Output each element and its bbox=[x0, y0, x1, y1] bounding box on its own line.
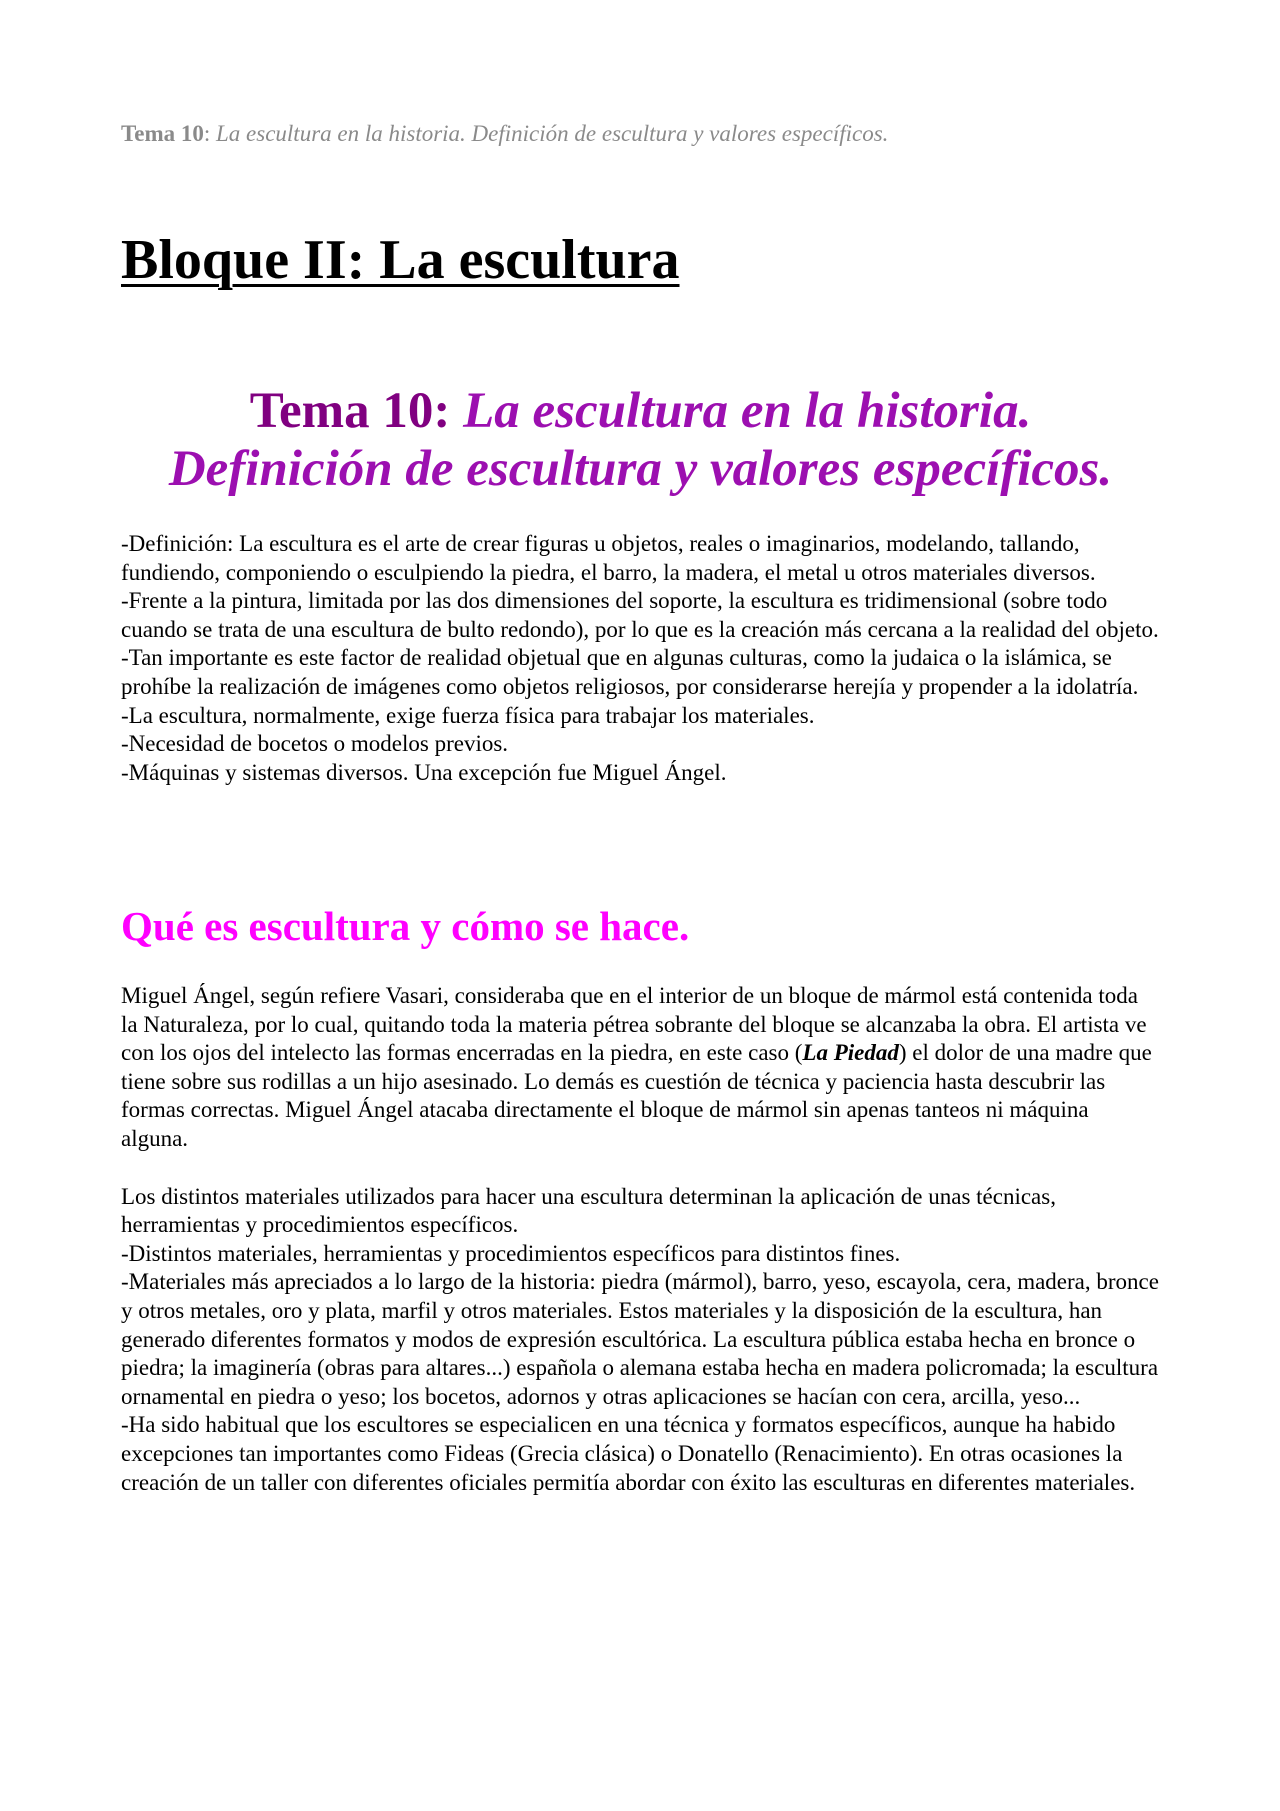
topic-title bbox=[121, 382, 1160, 498]
running-header bbox=[121, 121, 888, 147]
materials-intro: Los distintos materiales utilizados para hacer una escultura determinan la aplicación de unas técnicas, herramientas y procedimientos específicos. bbox=[121, 1183, 1056, 1238]
specialization-item: -Ha sido habitual que los escultores se especialicen en una técnica y formatos específicos, aunque ha habido excepciones tan importantes como Fideas (Grecia clásica) o Donatello (Renacimiento). En otras ocasiones la creación de un taller con diferentes oficiales permitía abordar con éxito las esculturas en diferentes materiales. bbox=[121, 1412, 1136, 1495]
topic-line-1: La escultura en la historia. bbox=[463, 383, 1032, 439]
topic-colon: : bbox=[433, 383, 464, 439]
topic-label: Tema 10 bbox=[249, 383, 434, 439]
michelangelo-paragraph bbox=[121, 982, 1160, 1154]
running-header-separator: : bbox=[203, 121, 216, 146]
running-header-label: Tema 10 bbox=[121, 121, 204, 146]
cultural-prohibition-item: -Tan importante es este factor de realidad objetual que en algunas culturas, como la judaica o la islámica, se prohíbe la realización de imágenes como objetos religiosos, por considerarse herejía y propender a la idolatría. bbox=[121, 645, 1139, 699]
running-header-subtitle: La escultura en la historia. Definición de escultura y valores específicos. bbox=[216, 121, 889, 146]
sketches-item: -Necesidad de bocetos o modelos previos. bbox=[121, 731, 509, 757]
block-title: Bloque II: La escultura bbox=[121, 229, 680, 291]
michelangelo-text-after: ) el dolor de una madre que tiene sobre sus rodillas a un hijo asesinado. Lo demás es cuestión de técnica y paciencia hasta descubrir las formas correctas. Miguel Ángel atacaba directamente el bloque de mármol sin apenas tanteos ni máquina alguna. bbox=[121, 1040, 1152, 1151]
physical-effort-item: -La escultura, normalmente, exige fuerza física para trabajar los materiales. bbox=[121, 702, 815, 728]
paragraph-spacer bbox=[121, 1154, 1160, 1183]
materials-item: -Distintos materiales, herramientas y procedimientos específicos para distintos fines. bbox=[121, 1240, 901, 1266]
la-piedad-emphasis: La Piedad bbox=[802, 1040, 899, 1066]
definition-item: -Definición: La escultura es el arte de crear figuras u objetos, reales o imaginarios, modelando, tallando, fundiendo, componiendo o esculpiendo la piedra, el barro, la madera, el metal u otros materiales diversos. bbox=[121, 531, 1096, 585]
michelangelo-text-before: Miguel Ángel, según refiere Vasari, consideraba que en el interior de un bloque de mármol está contenida toda la Naturaleza, por lo cual, quitando toda la materia pétrea sobrante del bloque se alcanzaba la obra. El artista ve con los ojos del intelecto las formas encerradas en la piedra, en este caso ( bbox=[121, 983, 1147, 1066]
technique-section bbox=[121, 982, 1160, 1497]
machines-item: -Máquinas y sistemas diversos. Una excepción fue Miguel Ángel. bbox=[121, 759, 727, 785]
section-heading: Qué es escultura y cómo se hace. bbox=[121, 903, 690, 949]
definition-section bbox=[121, 530, 1160, 787]
materials-history-item: -Materiales más apreciados a lo largo de la historia: piedra (mármol), barro, yeso, escayola, cera, madera, bronce y otros metales, oro y plata, marfil y otros materiales. Estos materiales y la disposición de la escultura, han generado diferentes formatos y modos de expresión escultórica. La escultura pública estaba hecha en bronce o piedra; la imaginería (obras para altares...) española o alemana estaba hecha en madera policromada; la escultura ornamental en piedra o yeso; los bocetos, adornos y otras aplicaciones se hacían con cera, arcilla, yeso... bbox=[121, 1269, 1159, 1409]
topic-line-2: Definición de escultura y valores específicos. bbox=[168, 441, 1113, 497]
painting-comparison-item: -Frente a la pintura, limitada por las dos dimensiones del soporte, la escultura es tridimensional (sobre todo cuando se trata de una escultura de bulto redondo), por lo que es la creación más cercana a la realidad del objeto. bbox=[121, 588, 1159, 642]
